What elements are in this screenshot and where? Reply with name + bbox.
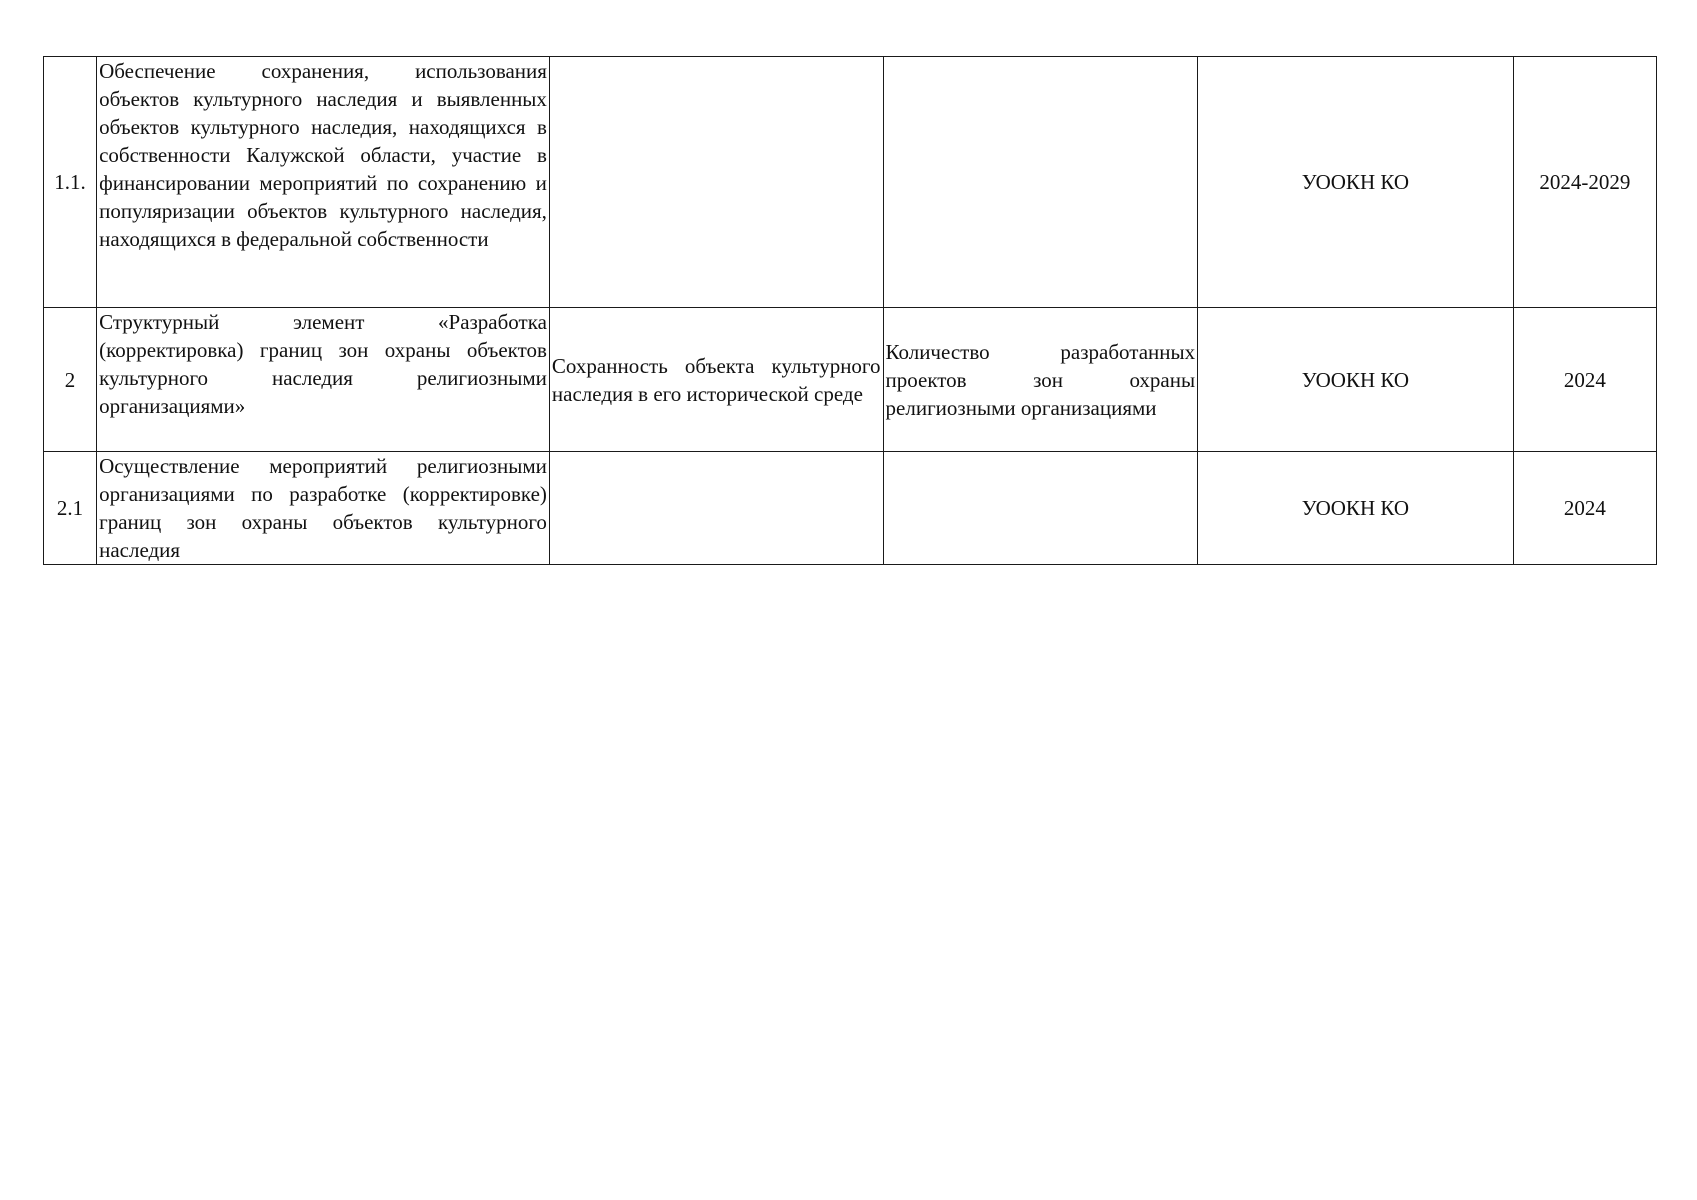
measure-task: Сохранность объекта культурного наследия в его исторической среде [549, 308, 883, 452]
table-row [44, 308, 1657, 452]
measure-name: Осуществление мероприятий религиозными организациями по разработке (корректировке) границ зон охраны объектов культурного наследия [97, 452, 550, 565]
measure-name: Структурный элемент «Разработка (корректировка) границ зон охраны объектов культурного наследия религиозными организациями» [97, 308, 550, 452]
responsible-executor: УООКН КО [1198, 452, 1514, 565]
table-row [44, 452, 1657, 565]
row-number: 1.1. [44, 57, 97, 308]
measure-name: Обеспечение сохранения, использования объектов культурного наследия и выявленных объектов культурного наследия, находящихся в собственности Калужской области, участие в финансировании мероприятий по сохранению и популяризации объектов культурного наследия, находящихся в федеральной собственности [97, 57, 550, 308]
row-number: 2.1 [44, 452, 97, 565]
measure-indicator [883, 57, 1198, 308]
measure-task [549, 452, 883, 565]
implementation-term: 2024 [1513, 452, 1656, 565]
responsible-executor: УООКН КО [1198, 57, 1514, 308]
measure-task [549, 57, 883, 308]
measures-table [43, 56, 1657, 565]
implementation-term: 2024 [1513, 308, 1656, 452]
responsible-executor: УООКН КО [1198, 308, 1514, 452]
table-row [44, 57, 1657, 308]
measure-indicator [883, 452, 1198, 565]
row-number: 2 [44, 308, 97, 452]
measure-indicator: Количество разработанных проектов зон охраны религиозными организациями [883, 308, 1198, 452]
implementation-term: 2024-2029 [1513, 57, 1656, 308]
